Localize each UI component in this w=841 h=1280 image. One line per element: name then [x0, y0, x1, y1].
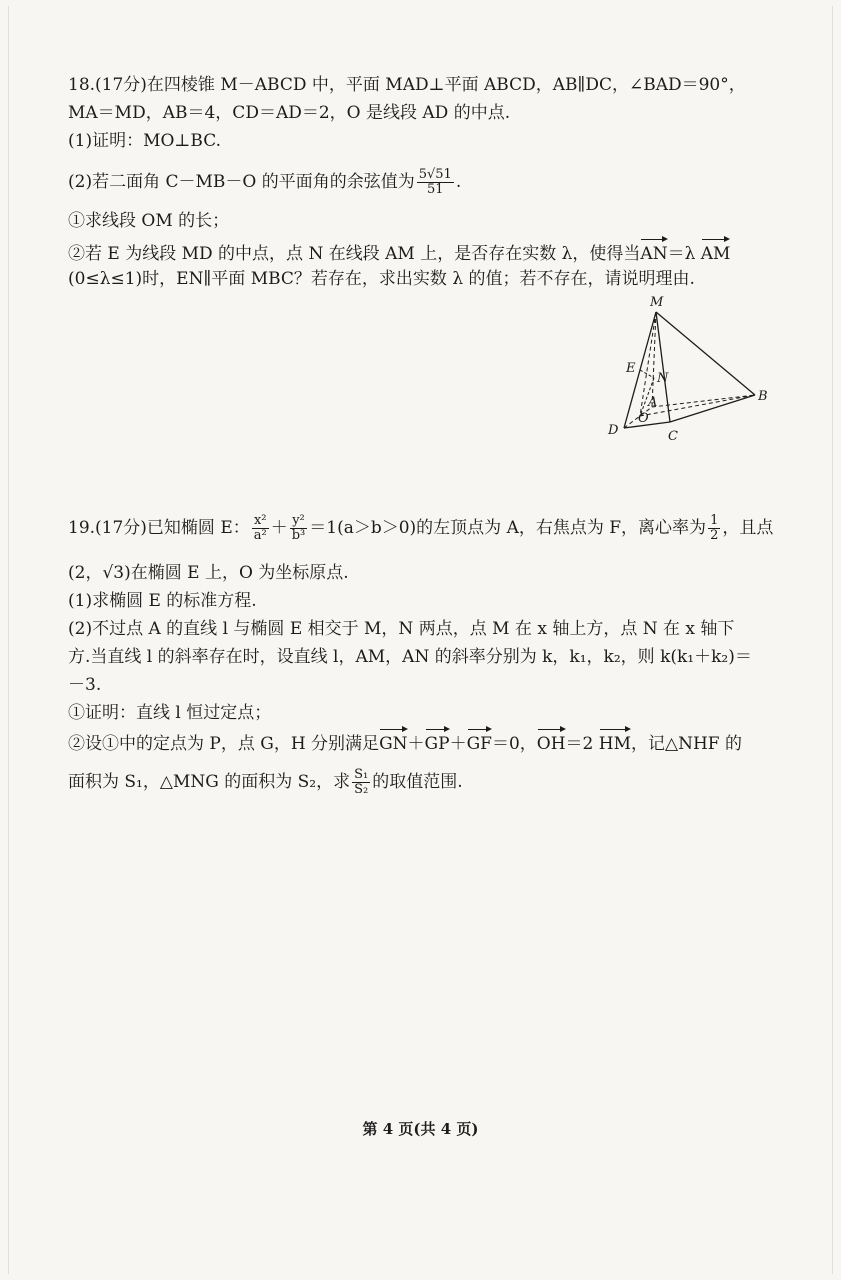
q19-part-1: (1)求椭圆 E 的标准方程. [68, 591, 257, 611]
q19-line-2: (2，√3)在椭圆 E 上，O 为坐标原点. [68, 563, 349, 583]
q18-sub-2: ②若 E 为线段 MD 的中点，点 N 在线段 AM 上，是否存在实数 λ，使得当AN＝λ AM [68, 238, 730, 267]
label-C: C [668, 429, 678, 444]
q19-sub-2: ②设①中的定点为 P，点 G，H 分别满足GN＋GP＋GF＝0，OH＝2 HM，记△NHF 的 [68, 728, 742, 757]
label-N: N [657, 371, 669, 386]
cosine-fraction: $\frac{5√51}{51}$ [418, 167, 452, 197]
q19-part-2-l3: －3. [68, 675, 102, 695]
label-M: M [650, 295, 664, 310]
page-footer: 第 4 页(共 4 页) [362, 1120, 479, 1138]
q18-line-1: 18.(17分)在四棱锥 M－ABCD 中，平面 MAD⊥平面 ABCD，AB∥DC，∠BAD＝90°， [68, 75, 746, 95]
label-A: A [648, 395, 658, 410]
vector-HM: HM [599, 728, 631, 757]
q19-part-2-l2: 方.当直线 l 的斜率存在时，设直线 l，AM，AN 的斜率分别为 k，k₁，k₂，则 k(k₁＋k₂)＝ [68, 647, 752, 667]
q18-part-1: (1)证明：MO⊥BC. [68, 131, 222, 151]
area-ratio-fraction: $\frac{\text{S₁}}{\text{S₂}}$ [354, 767, 369, 797]
q18-sub-1: ①求线段 OM 的长； [68, 211, 230, 231]
q19-sub-2-cont: 面积为 S₁，△MNG 的面积为 S₂，求 $\frac{\text{S₁}}{\text{S₂}}$ 的取值范围. [68, 767, 463, 797]
ellipse-x-term: $\frac{\text{x²}}{\text{a²}}$ [253, 513, 267, 543]
vector-OH: OH [537, 728, 566, 757]
edge-MB [656, 312, 755, 395]
vector-GP: GP [425, 728, 450, 757]
vector-AN: AN [640, 238, 667, 267]
ellipse-y-term: $\frac{\text{y²}}{\text{b³}}$ [291, 513, 306, 543]
q18-sub-2-cont: (0≤λ≤1)时，EN∥平面 MBC？若存在，求出实数 λ 的值；若不存在，请说明理由. [68, 269, 695, 289]
q19-line-1: 19.(17分)已知椭圆 E： $\frac{\text{x²}}{\text{a²}}$ ＋ $\frac{\text{y²}}{\text{b³}}$ ＝1(a＞b＞0)的左顶点为 A，右焦点为 F，离心率为 $\frac{1}{2}$ ，且点 [68, 513, 774, 543]
label-O: O [638, 411, 649, 426]
vector-GF: GF [467, 728, 492, 757]
vector-GN: GN [379, 728, 407, 757]
label-B: B [758, 389, 768, 404]
q18-part-2: (2)若二面角 C－MB－O 的平面角的余弦值为 $\frac{5√51}{51}$ . [68, 167, 462, 197]
q19-sub-1: ①证明：直线 l 恒过定点； [68, 703, 272, 723]
label-E: E [626, 361, 636, 376]
q18-line-2: MA＝MD，AB＝4，CD＝AD＝2，O 是线段 AD 的中点. [68, 103, 511, 123]
q19-part-2-l1: (2)不过点 A 的直线 l 与椭圆 E 相交于 M，N 两点，点 M 在 x 轴上方，点 N 在 x 轴下 [68, 619, 735, 639]
pyramid-figure [600, 292, 780, 452]
eccentricity-fraction: $\frac{1}{2}$ [710, 513, 719, 543]
label-D: D [608, 423, 619, 438]
vector-AM: AM [701, 238, 731, 267]
